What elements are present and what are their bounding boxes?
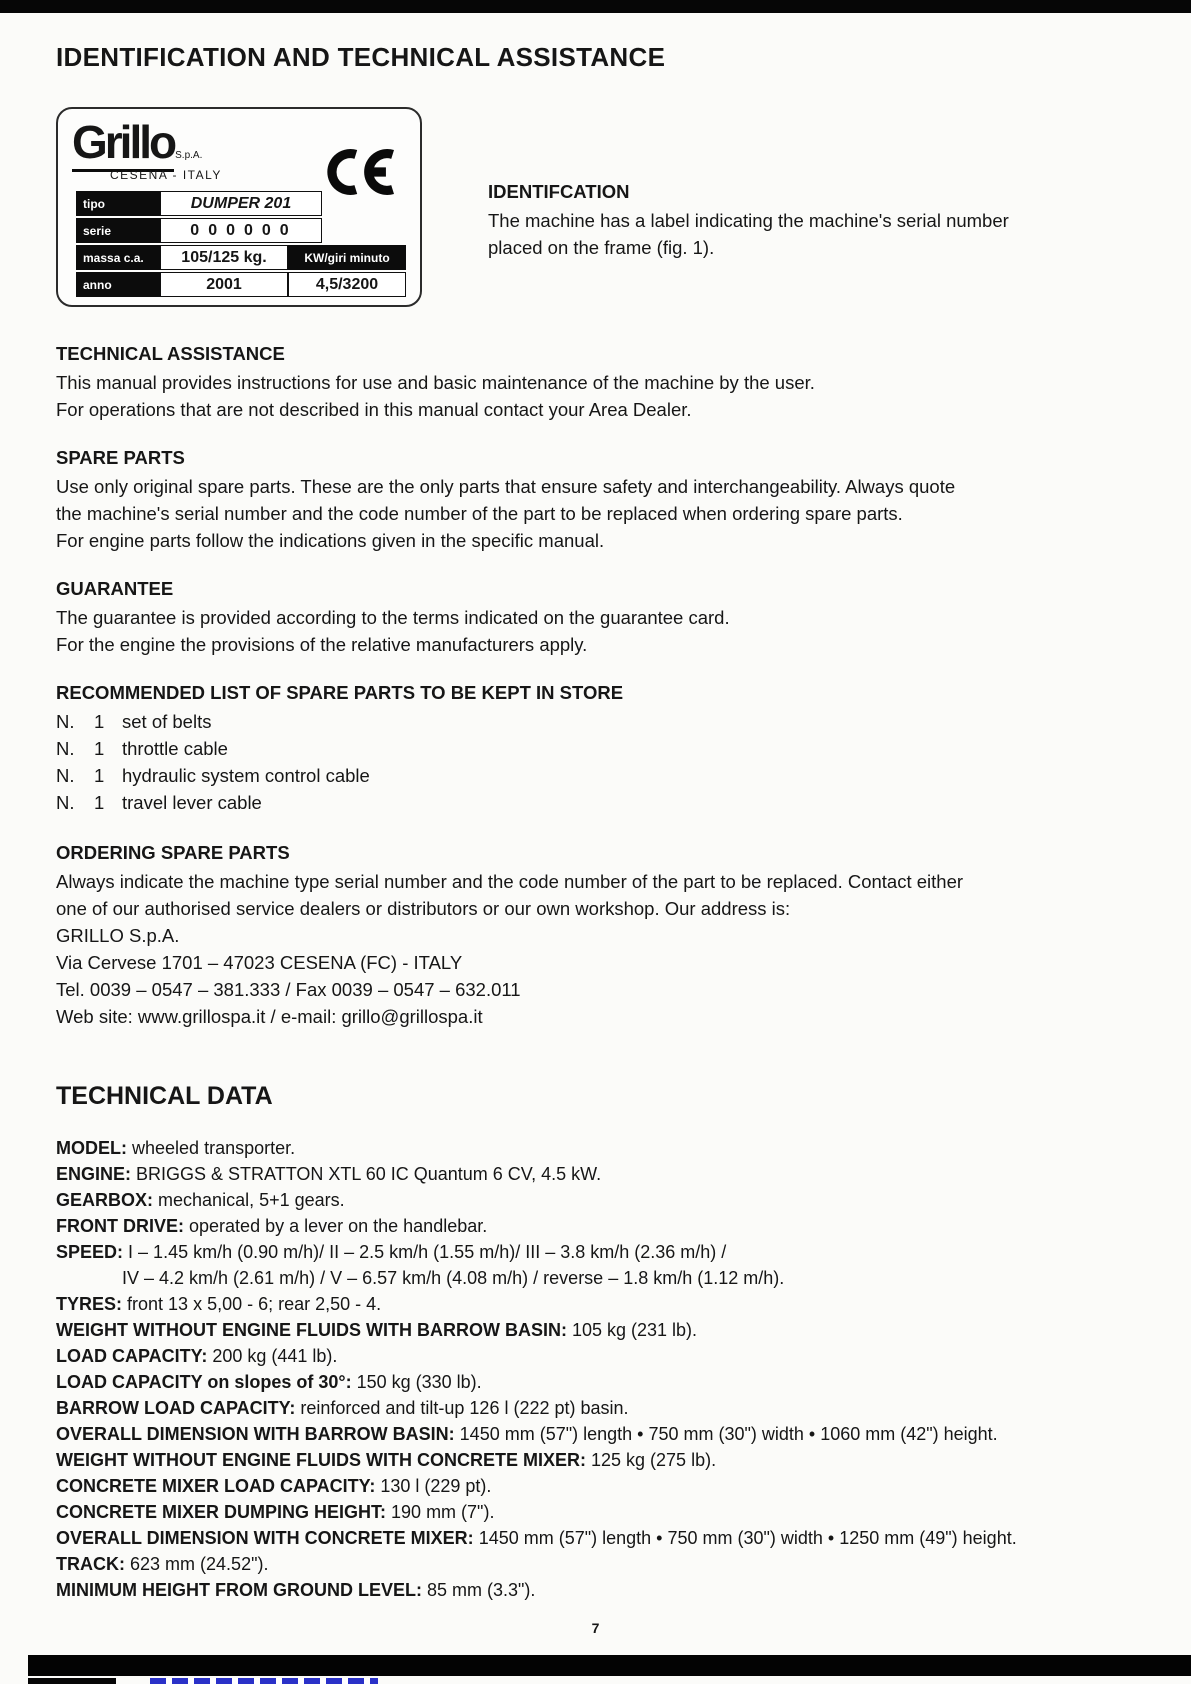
spare-parts-section bbox=[56, 447, 1148, 554]
spare-part-name: set of belts bbox=[122, 711, 212, 732]
spare-part-name: travel lever cable bbox=[122, 792, 262, 813]
plate-label-massa: massa c.a. bbox=[76, 245, 160, 270]
technical-data-item bbox=[56, 1161, 1148, 1187]
technical-data-item bbox=[56, 1473, 1148, 1499]
plate-value-tipo: DUMPER 201 bbox=[160, 191, 322, 216]
spare-part-item bbox=[56, 735, 1148, 762]
technical-data-label: MODEL: bbox=[56, 1138, 127, 1158]
technical-data-item bbox=[56, 1187, 1148, 1213]
technical-data-label: CONCRETE MIXER DUMPING HEIGHT: bbox=[56, 1502, 387, 1522]
manual-page-content bbox=[56, 13, 1148, 1603]
spare-part-qty: 1 bbox=[94, 765, 105, 786]
technical-data-item bbox=[56, 1577, 1148, 1603]
technical-data-label: WEIGHT WITHOUT ENGINE FLUIDS WITH BARROW BASIN: bbox=[56, 1320, 567, 1340]
technical-data-value: BRIGGS & STRATTON XTL 60 IC Quantum 6 CV, 4.5 kW. bbox=[136, 1164, 602, 1184]
technical-data-value: 190 mm (7"). bbox=[391, 1502, 495, 1522]
identification-heading: IDENTIFCATION bbox=[488, 181, 630, 202]
identification-section bbox=[488, 107, 1009, 307]
spare-part-n: N. bbox=[56, 765, 75, 786]
technical-data-value: reinforced and tilt-up 126 l (222 pt) basin. bbox=[300, 1398, 629, 1418]
paragraph-line: one of our authorised service dealers or distributors or our own workshop. Our address is: bbox=[56, 898, 791, 919]
paragraph-line: the machine's serial number and the code number of the part to be replaced when ordering spare parts. bbox=[56, 503, 903, 524]
brand-suffix: S.p.A. bbox=[175, 150, 203, 161]
technical-data-label: TRACK: bbox=[56, 1554, 125, 1574]
paragraph-line: Web site: www.grillospa.it / e-mail: grillo@grillospa.it bbox=[56, 1006, 483, 1027]
paragraph-line: Use only original spare parts. These are the only parts that ensure safety and interchangeability. Always quote bbox=[56, 476, 956, 497]
paragraph-line: For engine parts follow the indications given in the specific manual. bbox=[56, 530, 605, 551]
ordering-spare-parts-heading: ORDERING SPARE PARTS bbox=[56, 842, 290, 863]
technical-data-value: mechanical, 5+1 gears. bbox=[158, 1190, 345, 1210]
technical-data-label: WEIGHT WITHOUT ENGINE FLUIDS WITH CONCRETE MIXER: bbox=[56, 1450, 586, 1470]
technical-data-item bbox=[56, 1551, 1148, 1577]
technical-data-value: 1450 mm (57") length • 750 mm (30") width • 1250 mm (49") height. bbox=[478, 1528, 1017, 1548]
technical-data-value: I – 1.45 km/h (0.90 m/h)/ II – 2.5 km/h (1.55 m/h)/ III – 3.8 km/h (2.36 m/h) / bbox=[128, 1242, 727, 1262]
recommended-spare-parts-heading: RECOMMENDED LIST OF SPARE PARTS TO BE KEPT IN STORE bbox=[56, 682, 624, 703]
spare-part-item bbox=[56, 762, 1148, 789]
identification-row bbox=[56, 107, 1148, 307]
plate-location: CESENA - ITALY bbox=[110, 168, 222, 182]
page-top-edge bbox=[0, 0, 1191, 13]
technical-data-value: 125 kg (275 lb). bbox=[591, 1450, 717, 1470]
technical-data-label: SPEED: bbox=[56, 1242, 124, 1262]
technical-data-item bbox=[56, 1369, 1148, 1395]
technical-data-item bbox=[56, 1135, 1148, 1161]
spare-part-qty: 1 bbox=[94, 792, 105, 813]
identification-line: The machine has a label indicating the machine's serial number bbox=[488, 210, 1009, 231]
plate-row-serie bbox=[76, 218, 406, 243]
spare-part-n: N. bbox=[56, 792, 75, 813]
page-number: 7 bbox=[591, 1620, 600, 1636]
technical-data-item bbox=[56, 1291, 1148, 1317]
technical-data-value: 130 l (229 pt). bbox=[380, 1476, 492, 1496]
spare-part-n: N. bbox=[56, 711, 75, 732]
spare-part-qty: 1 bbox=[94, 738, 105, 759]
technical-data-value: 105 kg (231 lb). bbox=[571, 1320, 698, 1340]
guarantee-heading: GUARANTEE bbox=[56, 578, 174, 599]
technical-data-label: OVERALL DIMENSION WITH CONCRETE MIXER: bbox=[56, 1528, 474, 1548]
spare-part-item bbox=[56, 789, 1148, 816]
technical-data-value: 85 mm (3.3"). bbox=[427, 1580, 536, 1600]
technical-data-item bbox=[56, 1525, 1148, 1551]
technical-data-item bbox=[56, 1499, 1148, 1525]
grillo-logo: Grillo bbox=[72, 116, 174, 172]
spare-part-name: hydraulic system control cable bbox=[122, 765, 370, 786]
plate-value-serie: 000000 bbox=[160, 218, 322, 243]
technical-data-label: LOAD CAPACITY on slopes of 30°: bbox=[56, 1372, 352, 1392]
plate-row-anno bbox=[76, 272, 406, 297]
spare-part-item bbox=[56, 708, 1148, 735]
technical-data-label: GEARBOX: bbox=[56, 1190, 154, 1210]
plate-label-serie: serie bbox=[76, 218, 160, 243]
next-page-stub bbox=[28, 1678, 116, 1684]
technical-data-label: BARROW LOAD CAPACITY: bbox=[56, 1398, 296, 1418]
paragraph-line: For the engine the provisions of the relative manufacturers apply. bbox=[56, 634, 588, 655]
spare-part-qty: 1 bbox=[94, 711, 105, 732]
guarantee-section bbox=[56, 578, 1148, 658]
plate-label-kw: KW/giri minuto bbox=[288, 245, 406, 270]
technical-data-value: 623 mm (24.52"). bbox=[130, 1554, 269, 1574]
technical-data-label: OVERALL DIMENSION WITH BARROW BASIN: bbox=[56, 1424, 455, 1444]
technical-data-list bbox=[56, 1135, 1148, 1603]
technical-data-heading: TECHNICAL DATA bbox=[56, 1082, 273, 1110]
page-bottom-edge bbox=[28, 1655, 1191, 1676]
technical-data-item bbox=[56, 1317, 1148, 1343]
technical-data-value: 150 kg (330 lb). bbox=[356, 1372, 482, 1392]
technical-data-label: TYRES: bbox=[56, 1294, 123, 1314]
technical-data-item bbox=[56, 1421, 1148, 1447]
technical-data-item bbox=[56, 1447, 1148, 1473]
technical-data-item bbox=[56, 1213, 1148, 1239]
page-title: IDENTIFICATION AND TECHNICAL ASSISTANCE bbox=[56, 42, 666, 72]
technical-data-value: front 13 x 5,00 - 6; rear 2,50 - 4. bbox=[127, 1294, 382, 1314]
plate-row-massa bbox=[76, 245, 406, 270]
technical-data-label: ENGINE: bbox=[56, 1164, 132, 1184]
paragraph-line: GRILLO S.p.A. bbox=[56, 925, 180, 946]
technical-data-item bbox=[56, 1343, 1148, 1369]
technical-data-value: 200 kg (441 lb). bbox=[212, 1346, 338, 1366]
spare-part-n: N. bbox=[56, 738, 75, 759]
paragraph-line: This manual provides instructions for use and basic maintenance of the machine by the user. bbox=[56, 372, 815, 393]
paragraph-line: Via Cervese 1701 – 47023 CESENA (FC) - ITALY bbox=[56, 952, 463, 973]
plate-value-anno: 2001 bbox=[160, 272, 288, 297]
paragraph-line: Tel. 0039 – 0547 – 381.333 / Fax 0039 – 0547 – 632.011 bbox=[56, 979, 521, 1000]
technical-data-item bbox=[56, 1395, 1148, 1421]
paragraph-line: For operations that are not described in this manual contact your Area Dealer. bbox=[56, 399, 692, 420]
technical-assistance-section bbox=[56, 343, 1148, 423]
plate-label-tipo: tipo bbox=[76, 191, 160, 216]
paragraph-line: Always indicate the machine type serial number and the code number of the part to be replaced. Contact either bbox=[56, 871, 964, 892]
ce-mark-icon bbox=[314, 141, 406, 203]
spare-part-name: throttle cable bbox=[122, 738, 228, 759]
plate-table bbox=[76, 191, 406, 297]
technical-data-value: 1450 mm (57") length • 750 mm (30") width • 1060 mm (42") height. bbox=[459, 1424, 998, 1444]
technical-data-label: MINIMUM HEIGHT FROM GROUND LEVEL: bbox=[56, 1580, 422, 1600]
identification-line: placed on the frame (fig. 1). bbox=[488, 237, 715, 258]
ordering-spare-parts-section bbox=[56, 842, 1148, 1030]
technical-data-value-continued: IV – 4.2 km/h (2.61 m/h) / V – 6.57 km/h (4.08 m/h) / reverse – 1.8 km/h (1.12 m/h). bbox=[122, 1268, 785, 1288]
technical-data-value: operated by a lever on the handlebar. bbox=[189, 1216, 488, 1236]
machine-identification-plate bbox=[56, 107, 422, 307]
technical-data-value: wheeled transporter. bbox=[132, 1138, 296, 1158]
technical-data-item bbox=[56, 1239, 1148, 1291]
next-page-fragment bbox=[150, 1678, 378, 1684]
spare-parts-heading: SPARE PARTS bbox=[56, 447, 185, 468]
technical-data-label: LOAD CAPACITY: bbox=[56, 1346, 208, 1366]
recommended-spare-parts-section bbox=[56, 682, 1148, 816]
plate-value-massa: 105/125 kg. bbox=[160, 245, 288, 270]
plate-label-anno: anno bbox=[76, 272, 160, 297]
technical-data-label: FRONT DRIVE: bbox=[56, 1216, 184, 1236]
plate-value-kw: 4,5/3200 bbox=[288, 272, 406, 297]
paragraph-line: The guarantee is provided according to the terms indicated on the guarantee card. bbox=[56, 607, 730, 628]
technical-data-label: CONCRETE MIXER LOAD CAPACITY: bbox=[56, 1476, 376, 1496]
technical-assistance-heading: TECHNICAL ASSISTANCE bbox=[56, 343, 285, 364]
